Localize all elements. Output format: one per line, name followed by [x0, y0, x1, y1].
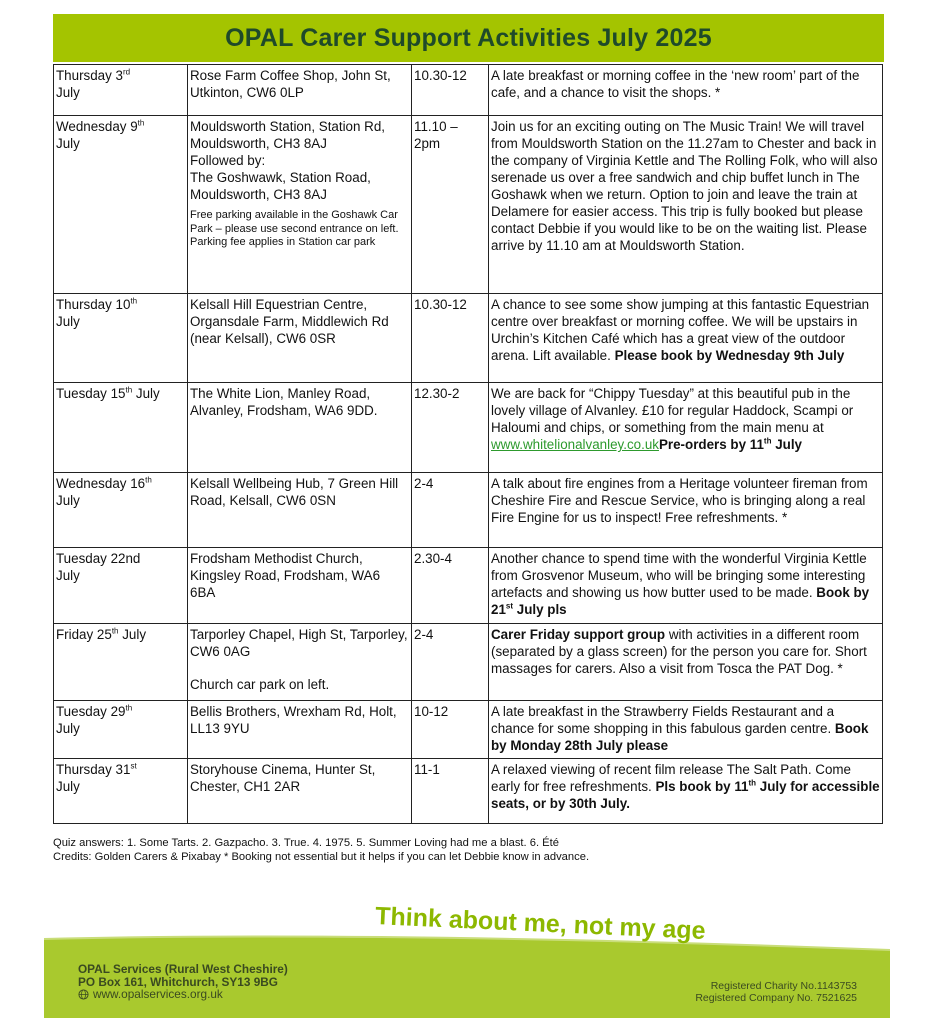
event-venue: Kelsall Hill Equestrian Centre, Organsdale Farm, Middlewich Rd (near Kelsall), CW6 0SR: [188, 294, 412, 383]
website-link[interactable]: www.opalservices.org.uk: [93, 987, 223, 1001]
credits: Credits: Golden Carers & Pixabay * Booking not essential but it helps if you can let Debbie know in advance.: [53, 851, 590, 863]
company-number: Registered Company No. 7521625: [695, 992, 857, 1004]
table-row: [54, 473, 883, 548]
parking-note: Free parking available in the Goshawk Car Park – please use second entrance on left. Parking fee applies in Station car park: [190, 209, 399, 248]
event-description: Another chance to spend time with the wonderful Virginia Kettle from Grosvenor Museum, who will be bringing some interesting artefacts and showing us how butter used to be made. Book by 21st July pls: [489, 548, 883, 624]
event-date: Wednesday 16th July: [54, 473, 188, 548]
event-date: Tuesday 22nd July: [54, 548, 188, 624]
event-time: 11.10 – 2pm: [412, 116, 489, 294]
pub-website-link[interactable]: www.whitelionalvanley.co.uk: [491, 437, 659, 452]
event-date: Thursday 31st July: [54, 759, 188, 824]
event-venue: Frodsham Methodist Church, Kingsley Road, Frodsham, WA6 6BA: [188, 548, 412, 624]
event-time: 2-4: [412, 624, 489, 701]
org-name: OPAL Services (Rural West Cheshire): [78, 962, 288, 976]
table-row: [54, 701, 883, 759]
event-time: 2-4: [412, 473, 489, 548]
table-row: [54, 294, 883, 383]
car-park-note: Church car park on left.: [190, 677, 330, 692]
charity-number: Registered Charity No.1143753: [710, 980, 857, 992]
event-date: Thursday 3rd July: [54, 65, 188, 116]
table-row: [54, 548, 883, 624]
event-venue: Kelsall Wellbeing Hub, 7 Green Hill Road, Kelsall, CW6 0SN: [188, 473, 412, 548]
table-row: [54, 116, 883, 294]
event-venue: The White Lion, Manley Road, Alvanley, Frodsham, WA6 9DD.: [188, 383, 412, 473]
quiz-answers: Quiz answers: 1. Some Tarts. 2. Gazpacho. 3. True. 4. 1975. 5. Summer Loving had me a blast. 6. Été: [53, 837, 559, 849]
org-address: PO Box 161, Whitchurch, SY13 9BG: [78, 974, 278, 989]
table-row: [54, 624, 883, 701]
event-time: 10.30-12: [412, 294, 489, 383]
event-date: Wednesday 9th July: [54, 116, 188, 294]
globe-icon: [78, 989, 89, 1000]
event-date: Tuesday 29th July: [54, 701, 188, 759]
event-description: A chance to see some show jumping at this fantastic Equestrian centre over breakfast or morning coffee. We will be upstairs in Urchin’s Kitchen Café which has a great view of the outdoor arena. Lift available. Please book by Wednesday 9th July: [489, 294, 883, 383]
event-time: 2.30-4: [412, 548, 489, 624]
event-description: A talk about fire engines from a Heritage volunteer fireman from Cheshire Fire and Rescue Service, who is bringing along a real Fire Engine for us to inspect! Free refreshments. *: [489, 473, 883, 548]
title-banner: [53, 14, 884, 62]
event-venue: Rose Farm Coffee Shop, John St, Utkinton, CW6 0LP: [188, 65, 412, 116]
event-description: Carer Friday support group with activities in a different room (separated by a glass screen) for the person you care for. Short massages for carers. Also a visit from Tosca the PAT Dog. *: [489, 624, 883, 701]
event-time: 12.30-2: [412, 383, 489, 473]
table-row: [54, 383, 883, 473]
event-description: A late breakfast in the Strawberry Fields Restaurant and a chance for some shopping in this fabulous garden centre. Book by Monday 28th July please: [489, 701, 883, 759]
event-description: Join us for an exciting outing on The Music Train! We will travel from Mouldsworth Station on the 11.27am to Chester and back in the company of Virginia Kettle and The Rolling Folk, who will also serenade us over a free sandwich and chip buffet lunch in The Goshawk when we return. Option to join and leave the train at Delamere for easier access. This trip is fully booked but please contact Debbie if you would like to be on the waiting list. Please arrive by 11.10 am at Mouldsworth Station.: [489, 116, 883, 294]
events-table: [53, 64, 883, 824]
slogan: Think about me, not my age: [374, 902, 707, 945]
event-time: 10.30-12: [412, 65, 489, 116]
event-venue: Bellis Brothers, Wrexham Rd, Holt, LL13 9YU: [188, 701, 412, 759]
event-time: 10-12: [412, 701, 489, 759]
event-venue: Mouldsworth Station, Station Rd, Mouldsworth, CH3 8AJ Followed by: The Goshwawk, Station Road, Mouldsworth, CH3 8AJ Free parking available in the Goshawk Car Park – please use second entrance on left. Parking fee applies in Station car park: [188, 116, 412, 294]
table-row: [54, 65, 883, 116]
event-date: Thursday 10th July: [54, 294, 188, 383]
event-description: A late breakfast or morning coffee in the ‘new room’ part of the cafe, and a chance to visit the shops. *: [489, 65, 883, 116]
website-row: [78, 988, 288, 1001]
registration-info: [695, 980, 857, 1004]
table-row: [54, 759, 883, 824]
event-venue: Storyhouse Cinema, Hunter St, Chester, CH1 2AR: [188, 759, 412, 824]
event-date: Friday 25th July: [54, 624, 188, 701]
event-time: 11-1: [412, 759, 489, 824]
org-details: [78, 963, 288, 1001]
event-description: A relaxed viewing of recent film release The Salt Path. Come early for free refreshments. Pls book by 11th July for accessible seats, or by 30th July.: [489, 759, 883, 824]
page-title: OPAL Carer Support Activities July 2025: [225, 23, 712, 52]
footnotes: [53, 836, 893, 864]
event-date: Tuesday 15th July: [54, 383, 188, 473]
event-venue: Tarporley Chapel, High St, Tarporley, CW6 0AG Church car park on left.: [188, 624, 412, 701]
event-description: We are back for “Chippy Tuesday” at this beautiful pub in the lovely village of Alvanley. £10 for regular Haddock, Scampi or Haloumi and chips, or something from the main menu at www.whitelionalvanley.co.ukPre-orders by 11th July: [489, 383, 883, 473]
